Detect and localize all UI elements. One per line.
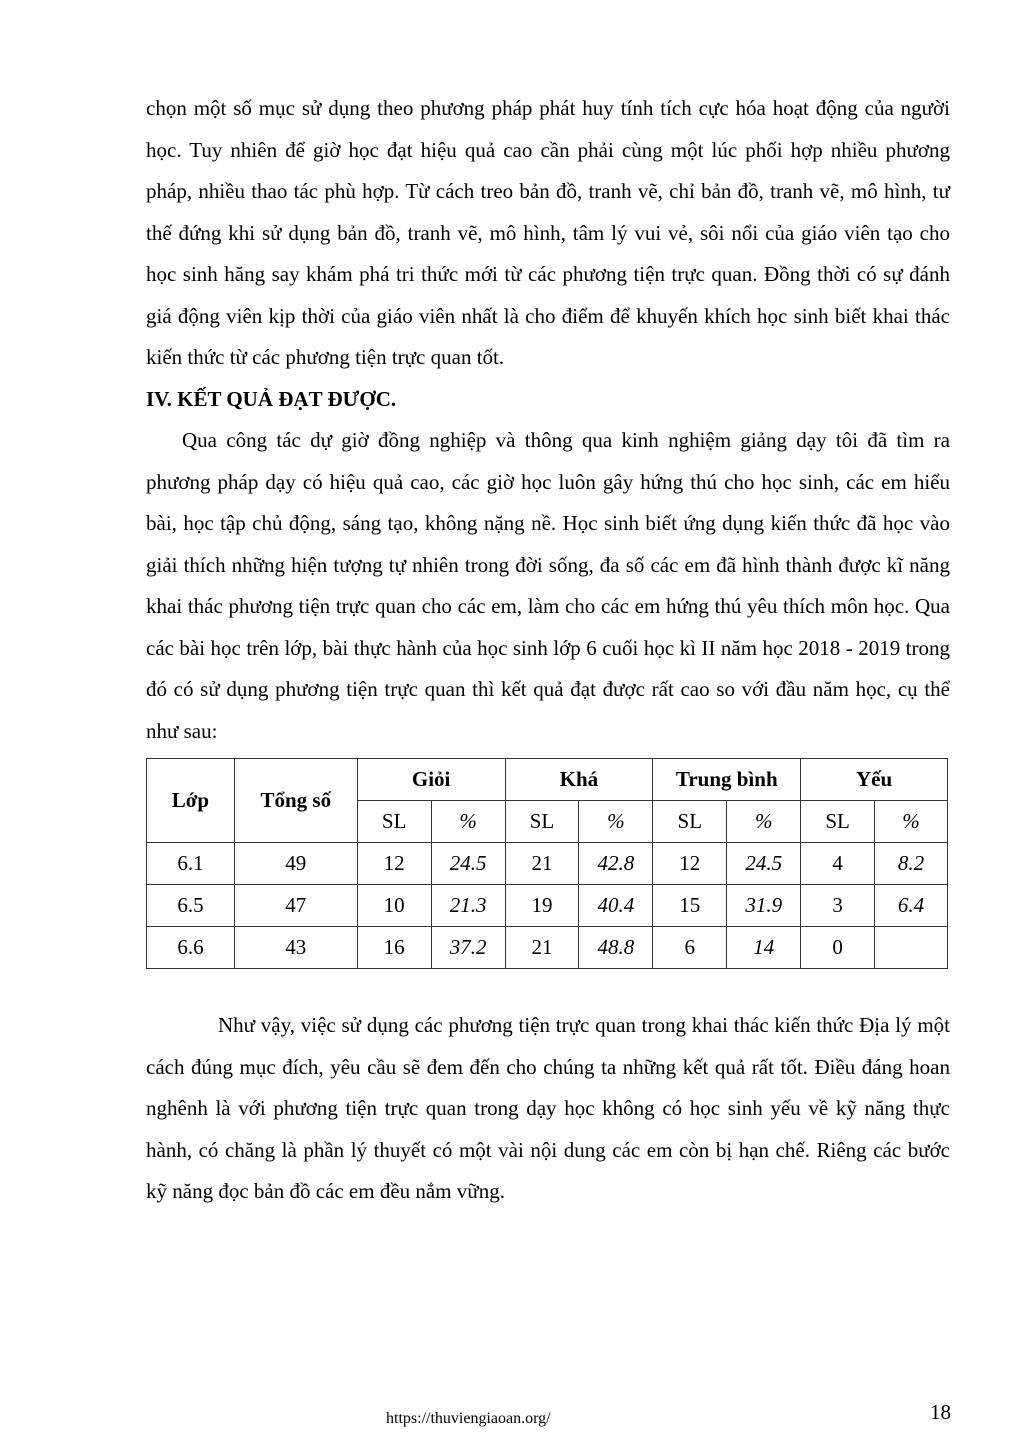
page-number: 18 bbox=[930, 1400, 951, 1424]
header-lop: Lớp bbox=[147, 759, 235, 843]
cell-gioi-pct: 21.3 bbox=[431, 885, 505, 927]
cell-lop: 6.1 bbox=[147, 843, 235, 885]
cell-tb-pct: 14 bbox=[727, 927, 801, 969]
section-heading: IV. KẾT QUẢ ĐẠT ĐƯỢC. bbox=[146, 386, 397, 411]
cell-tb-sl: 12 bbox=[653, 843, 727, 885]
header-kha: Khá bbox=[505, 759, 653, 801]
cell-gioi-sl: 10 bbox=[357, 885, 431, 927]
cell-kha-sl: 19 bbox=[505, 885, 579, 927]
table-row bbox=[147, 885, 948, 927]
paragraph-results: Qua công tác dự giờ đồng nghiệp và thông qua kinh nghiệm giảng dạy tôi đã tìm ra phương pháp dạy có hiệu quả cao, các giờ học luôn gây hứng thú cho học sinh, các em hiểu bài, học tập chủ động, sáng tạo, không nặng nề. Học sinh biết ứng dụng kiến thức đã học vào giải thích những hiện tượng tự nhiên trong đời sống, đa số các em đã hình thành được kĩ năng khai thác phương tiện trực quan cho các em, làm cho các em hứng thú yêu thích môn học. Qua các bài học trên lớp, bài thực hành của học sinh lớp 6 cuối học kì II năm học 2018 - 2019 trong đó có sử dụng phương tiện trực quan thì kết quả đạt được rất cao so với đầu năm học, cụ thể như sau: bbox=[146, 428, 950, 743]
subheader-pct: % bbox=[875, 801, 948, 843]
header-gioi: Giỏi bbox=[357, 759, 505, 801]
subheader-sl: SL bbox=[801, 801, 875, 843]
cell-yeu-pct: 8.2 bbox=[875, 843, 948, 885]
cell-yeu-pct: 6.4 bbox=[875, 885, 948, 927]
paragraph-intro: chọn một số mục sử dụng theo phương pháp phát huy tính tích cực hóa hoạt động của người học. Tuy nhiên để giờ học đạt hiệu quả cao cần phải cùng một lúc phối hợp nhiều phương pháp, nhiều thao tác phù hợp. Từ cách treo bản đồ, tranh vẽ, chỉ bản đồ, tranh vẽ, mô hình, tư thế đứng khi sử dụng bản đồ, tranh vẽ, mô hình, tâm lý vui vẻ, sôi nổi của giáo viên tạo cho học sinh hăng say khám phá tri thức mới từ các phương tiện trực quan. Đồng thời có sự đánh giá động viên kịp thời của giáo viên nhất là cho điểm để khuyến khích học sinh biết khai thác kiến thức từ các phương tiện trực quan tốt. bbox=[146, 96, 950, 369]
subheader-pct: % bbox=[579, 801, 653, 843]
header-tong-so: Tổng số bbox=[234, 759, 357, 843]
header-yeu: Yếu bbox=[801, 759, 948, 801]
header-trung-binh: Trung bình bbox=[653, 759, 801, 801]
cell-kha-pct: 42.8 bbox=[579, 843, 653, 885]
subheader-sl: SL bbox=[653, 801, 727, 843]
cell-lop: 6.5 bbox=[147, 885, 235, 927]
cell-yeu-sl: 3 bbox=[801, 885, 875, 927]
cell-tb-pct: 24.5 bbox=[727, 843, 801, 885]
cell-tong: 49 bbox=[234, 843, 357, 885]
cell-gioi-sl: 16 bbox=[357, 927, 431, 969]
cell-lop: 6.6 bbox=[147, 927, 235, 969]
subheader-sl: SL bbox=[505, 801, 579, 843]
table-row bbox=[147, 927, 948, 969]
paragraph-conclusion: Như vậy, việc sử dụng các phương tiện trực quan trong khai thác kiến thức Địa lý một cách đúng mục đích, yêu cầu sẽ đem đến cho chúng ta những kết quả rất tốt. Điều đáng hoan nghênh là với phương tiện trực quan trong dạy học không có học sinh yếu về kỹ năng thực hành, có chăng là phần lý thuyết có một vài nội dung các em còn bị hạn chế. Riêng các bước kỹ năng đọc bản đồ các em đều nắm vững. bbox=[146, 1013, 950, 1203]
document-page bbox=[146, 88, 950, 1213]
cell-yeu-sl: 4 bbox=[801, 843, 875, 885]
cell-kha-sl: 21 bbox=[505, 927, 579, 969]
cell-gioi-pct: 24.5 bbox=[431, 843, 505, 885]
cell-tb-sl: 15 bbox=[653, 885, 727, 927]
cell-kha-sl: 21 bbox=[505, 843, 579, 885]
cell-tong: 47 bbox=[234, 885, 357, 927]
cell-gioi-pct: 37.2 bbox=[431, 927, 505, 969]
cell-tb-pct: 31.9 bbox=[727, 885, 801, 927]
subheader-pct: % bbox=[727, 801, 801, 843]
table-header-row bbox=[147, 759, 948, 801]
cell-kha-pct: 48.8 bbox=[579, 927, 653, 969]
cell-kha-pct: 40.4 bbox=[579, 885, 653, 927]
cell-tong: 43 bbox=[234, 927, 357, 969]
cell-yeu-pct bbox=[875, 927, 948, 969]
cell-yeu-sl: 0 bbox=[801, 927, 875, 969]
cell-tb-sl: 6 bbox=[653, 927, 727, 969]
footer-url: https://thuviengiaoan.org/ bbox=[386, 1410, 551, 1427]
table-row bbox=[147, 843, 948, 885]
results-table bbox=[146, 758, 948, 969]
cell-gioi-sl: 12 bbox=[357, 843, 431, 885]
subheader-sl: SL bbox=[357, 801, 431, 843]
subheader-pct: % bbox=[431, 801, 505, 843]
